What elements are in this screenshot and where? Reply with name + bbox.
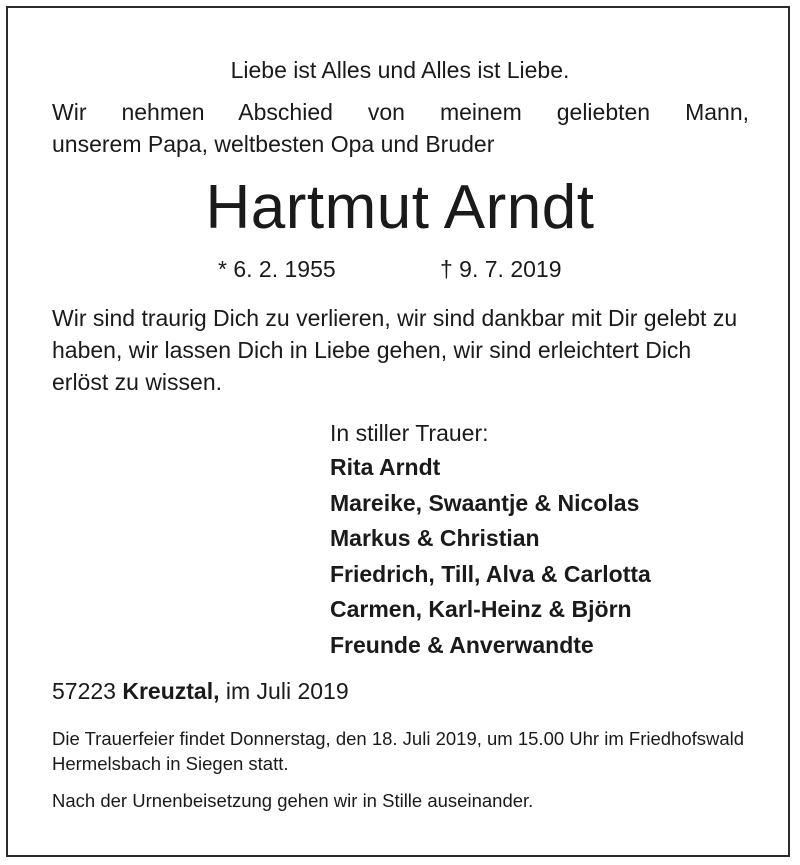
mourner-name: Carmen, Karl-Heinz & Björn [330,596,632,622]
notice-date: im Juli 2019 [225,678,349,704]
intro-text [52,96,749,160]
mourner-name: Rita Arndt [330,454,441,480]
postal-code: 57223 [52,678,116,704]
mourner-name: Friedrich, Till, Alva & Carlotta [330,560,651,587]
mourners-list [330,450,770,663]
intro-line-1: Wir nehmen Abschied von meinem geliebten Mann, [52,99,749,125]
mourners-label: In stiller Trauer: [330,420,489,446]
mourners-block [330,416,770,663]
mourner-name: Mareike, Swaantje & Nicolas [330,489,640,516]
memorial-text: Wir sind traurig Dich zu verlieren, wir sind dankbar mit Dir gelebt zu haben, wir lassen Dich in Liebe gehen, wir sind erleichtert Dich erlöst zu wissen. [52,305,738,395]
funeral-info: Die Trauerfeier findet Donnerstag, den 18. Juli 2019, um 15.00 Uhr im Friedhofswald Hermelsbach in Siegen statt. [52,728,745,774]
deceased-name: Hartmut Arndt [205,173,595,242]
urn-info: Nach der Urnenbeisetzung gehen wir in Stille auseinander. [52,790,534,811]
place-and-date [52,676,349,706]
birth-date: * 6. 2. 1955 [218,256,336,282]
city-name: Kreuztal, [122,678,220,704]
mourner-name: Markus & Christian [330,525,540,551]
intro-line-2: unserem Papa, weltbesten Opa und Bruder [52,131,495,157]
motto: Liebe ist Alles und Alles ist Liebe. [230,57,570,83]
mourner-name: Freunde & Anverwandte [330,631,594,658]
death-date: † 9. 7. 2019 [440,256,562,282]
